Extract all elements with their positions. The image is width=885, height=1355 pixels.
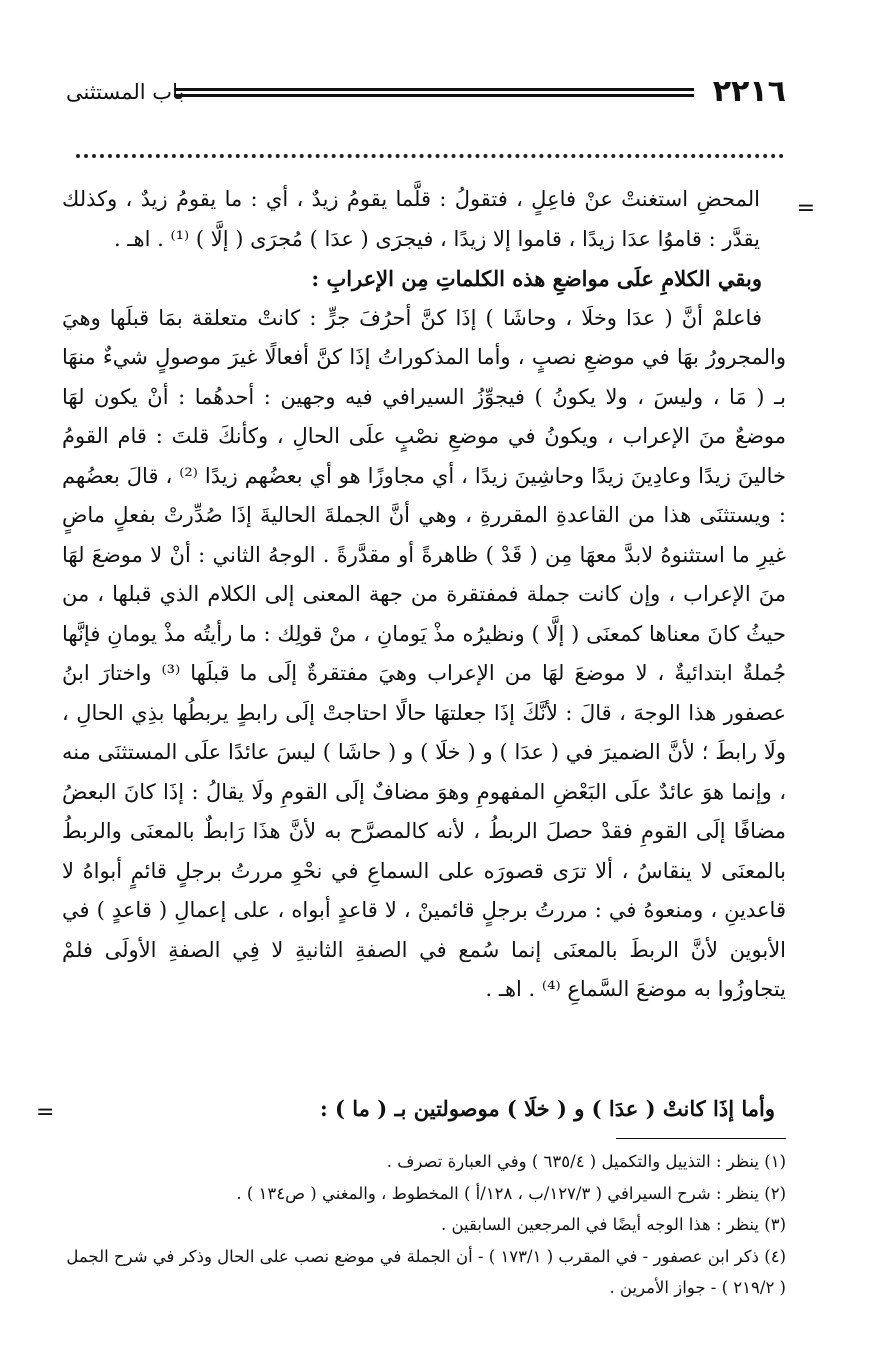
footnotes-rule: [616, 1138, 786, 1139]
footnote: (٤) ذكر ابن عصفور - في المقرب ( ١٧٣/١ ) - أن الجملة في موضع نصب على الحال وذكر في شرح الجمل ( ٢١٩/٢ ) - جواز الأمرين .: [66, 1246, 786, 1297]
page-number: ٢٢١٦: [712, 74, 786, 109]
footnotes: [62, 1146, 786, 1304]
main-text: [62, 180, 786, 1010]
chapter-title: باب المستثنى: [66, 80, 185, 104]
continuation-start-marker: =: [796, 196, 815, 221]
paragraph-main: فاعلمْ أنَّ ( عدَا وخلَا ، وحاشَا ) إذَا كنَّ أحرُفَ جرٍّ : كانتْ متعلقة بمَا قبلَها وهيَ والمجرورُ بهَا في موضعِ نصبٍ ، وأما المذكوراتُ إذَا كنَّ أفعالًا غيرَ موصولٍ شيءٌ منهَا بـ ( مَا ، وليسَ ، ولا يكونُ ) فيجوِّزُ السيرافي فيه وجهين : أحدهُما : أنْ يكون لهَا موضعٌ منَ الإعراب ، ويكونُ في موضعِ نصْبٍ علَى الحالِ ، وكأنكَ قلتَ : قام القومُ خالينَ زيدًا وعادِينَ زيدًا وحاشِينَ زيدًا ، أي مجاوزًا هو أي بعضُهم زيدًا ⁽²⁾ ، قالَ بعضُهم : ويستثنَى هذا من القاعدةِ المقررةِ ، وهي أنَّ الجملةَ الحاليةَ إذَا صُدِّرتْ بفعلٍ ماضٍ غيرِ ما استثنوهُ لابدَّ معهَا مِن ( قَدْ ) ظاهرةً أو مقدَّرةً . الوجهُ الثاني : أنْ لا موضعَ لهَا منَ الإعراب ، وإن كانت جملة فمفتقرة من جهة المعنى إلى الكلام الذي قبلها ، من حيثُ كانَ معناها كمعنَى ( إلَّا ) ونظيرُه مذْ يَومانِ ، منْ قولِك : ما رأيتُه مذْ يومانِ فإنَّها جُملةٌ ابتدائيةٌ ، لا موضعَ لهَا من الإعراب وهيَ مفتقرةٌ إلَى ما قبلَها ⁽³⁾ واختارَ ابنُ عصفور هذا الوجهَ ، قالَ : لأنَّكَ إذَا جعلتهَا حالًا احتاجتْ إلَى رابطٍ يربطُها بذِي الحالِ ، ولَا رابطَ ؛ لأنَّ الضميرَ في ( عدَا ) و ( خلَا ) و ( حاشَا ) ليسَ عائدًا علَى المستثنَى منه ، وإنما هوَ عائدٌ علَى البَعْضِ المفهومِ وهوَ مضافٌ إلَى القومِ ولَا يقالُ : إذَا كانَ البعضُ مضافًا إلَى القومِ فقدْ حصلَ الربطُ ، لأنه كالمصرَّح به لأنَّ هذَا رَابطٌ بالمعنَى والربطُ بالمعنَى لا ينقاسُ ، ألا ترَى قصورَه على السماعِ في نحْوِ مررتُ برجلٍ قائمٍ أبواهُ لا قاعدينِ ، ومنعوهُ في : مررتُ برجلٍ قائمينْ ، لا قاعدٍ أبواه ، على إعمالِ ( قاعدٍ ) في الأبوين لأنَّ الربطَ بالمعنَى إنما سُمع في الصفةِ الثانيةِ لا فِي الصفةِ الأولَى فلمْ يتجاوزُوا به موضعَ السَّماعِ ⁽⁴⁾ . اهـ .: [62, 305, 786, 1001]
paragraph-heading: وبقي الكلامِ علَى مواضعِ هذه الكلماتِ مِن الإعرابِ :: [311, 266, 762, 291]
paragraph-continuation: المحضِ استغنتْ عنْ فاعِلٍ ، فتقولُ : قلَّما يقومُ زيدٌ ، أي : ما يقومُ زيدٌ ، وكذلك يقدَّر : قاموُا عدَا زيدًا ، قاموا إلا زيدًا ، فيجرَى ( عدَا ) مُجرَى ( إلَّا ) ⁽¹⁾ . اهـ .: [62, 187, 760, 251]
header-double-rule: [174, 88, 694, 97]
continuation-end-marker: =: [36, 1100, 55, 1125]
closing-heading: وأما إذَا كانتْ ( عدَا ) و ( خلَا ) موصولتين بـ ( ما ) :: [319, 1096, 775, 1121]
footnote: (١) ينظر : التذييل والتكميل ( ٦٣٥/٤ ) وفي العبارة تصرف .: [386, 1152, 786, 1171]
dotted-separator: [76, 154, 784, 158]
footnote: (٣) ينظر : هذا الوجه أيضًا في المرجعين السابقين .: [440, 1215, 786, 1234]
footnote: (٢) ينظر : شرح السيرافي ( ١٢٧/٣/ب ، ١٢٨/أ ) المخطوط ، والمغني ( ص١٣٤ ) .: [236, 1183, 786, 1203]
page-header: [66, 72, 786, 112]
